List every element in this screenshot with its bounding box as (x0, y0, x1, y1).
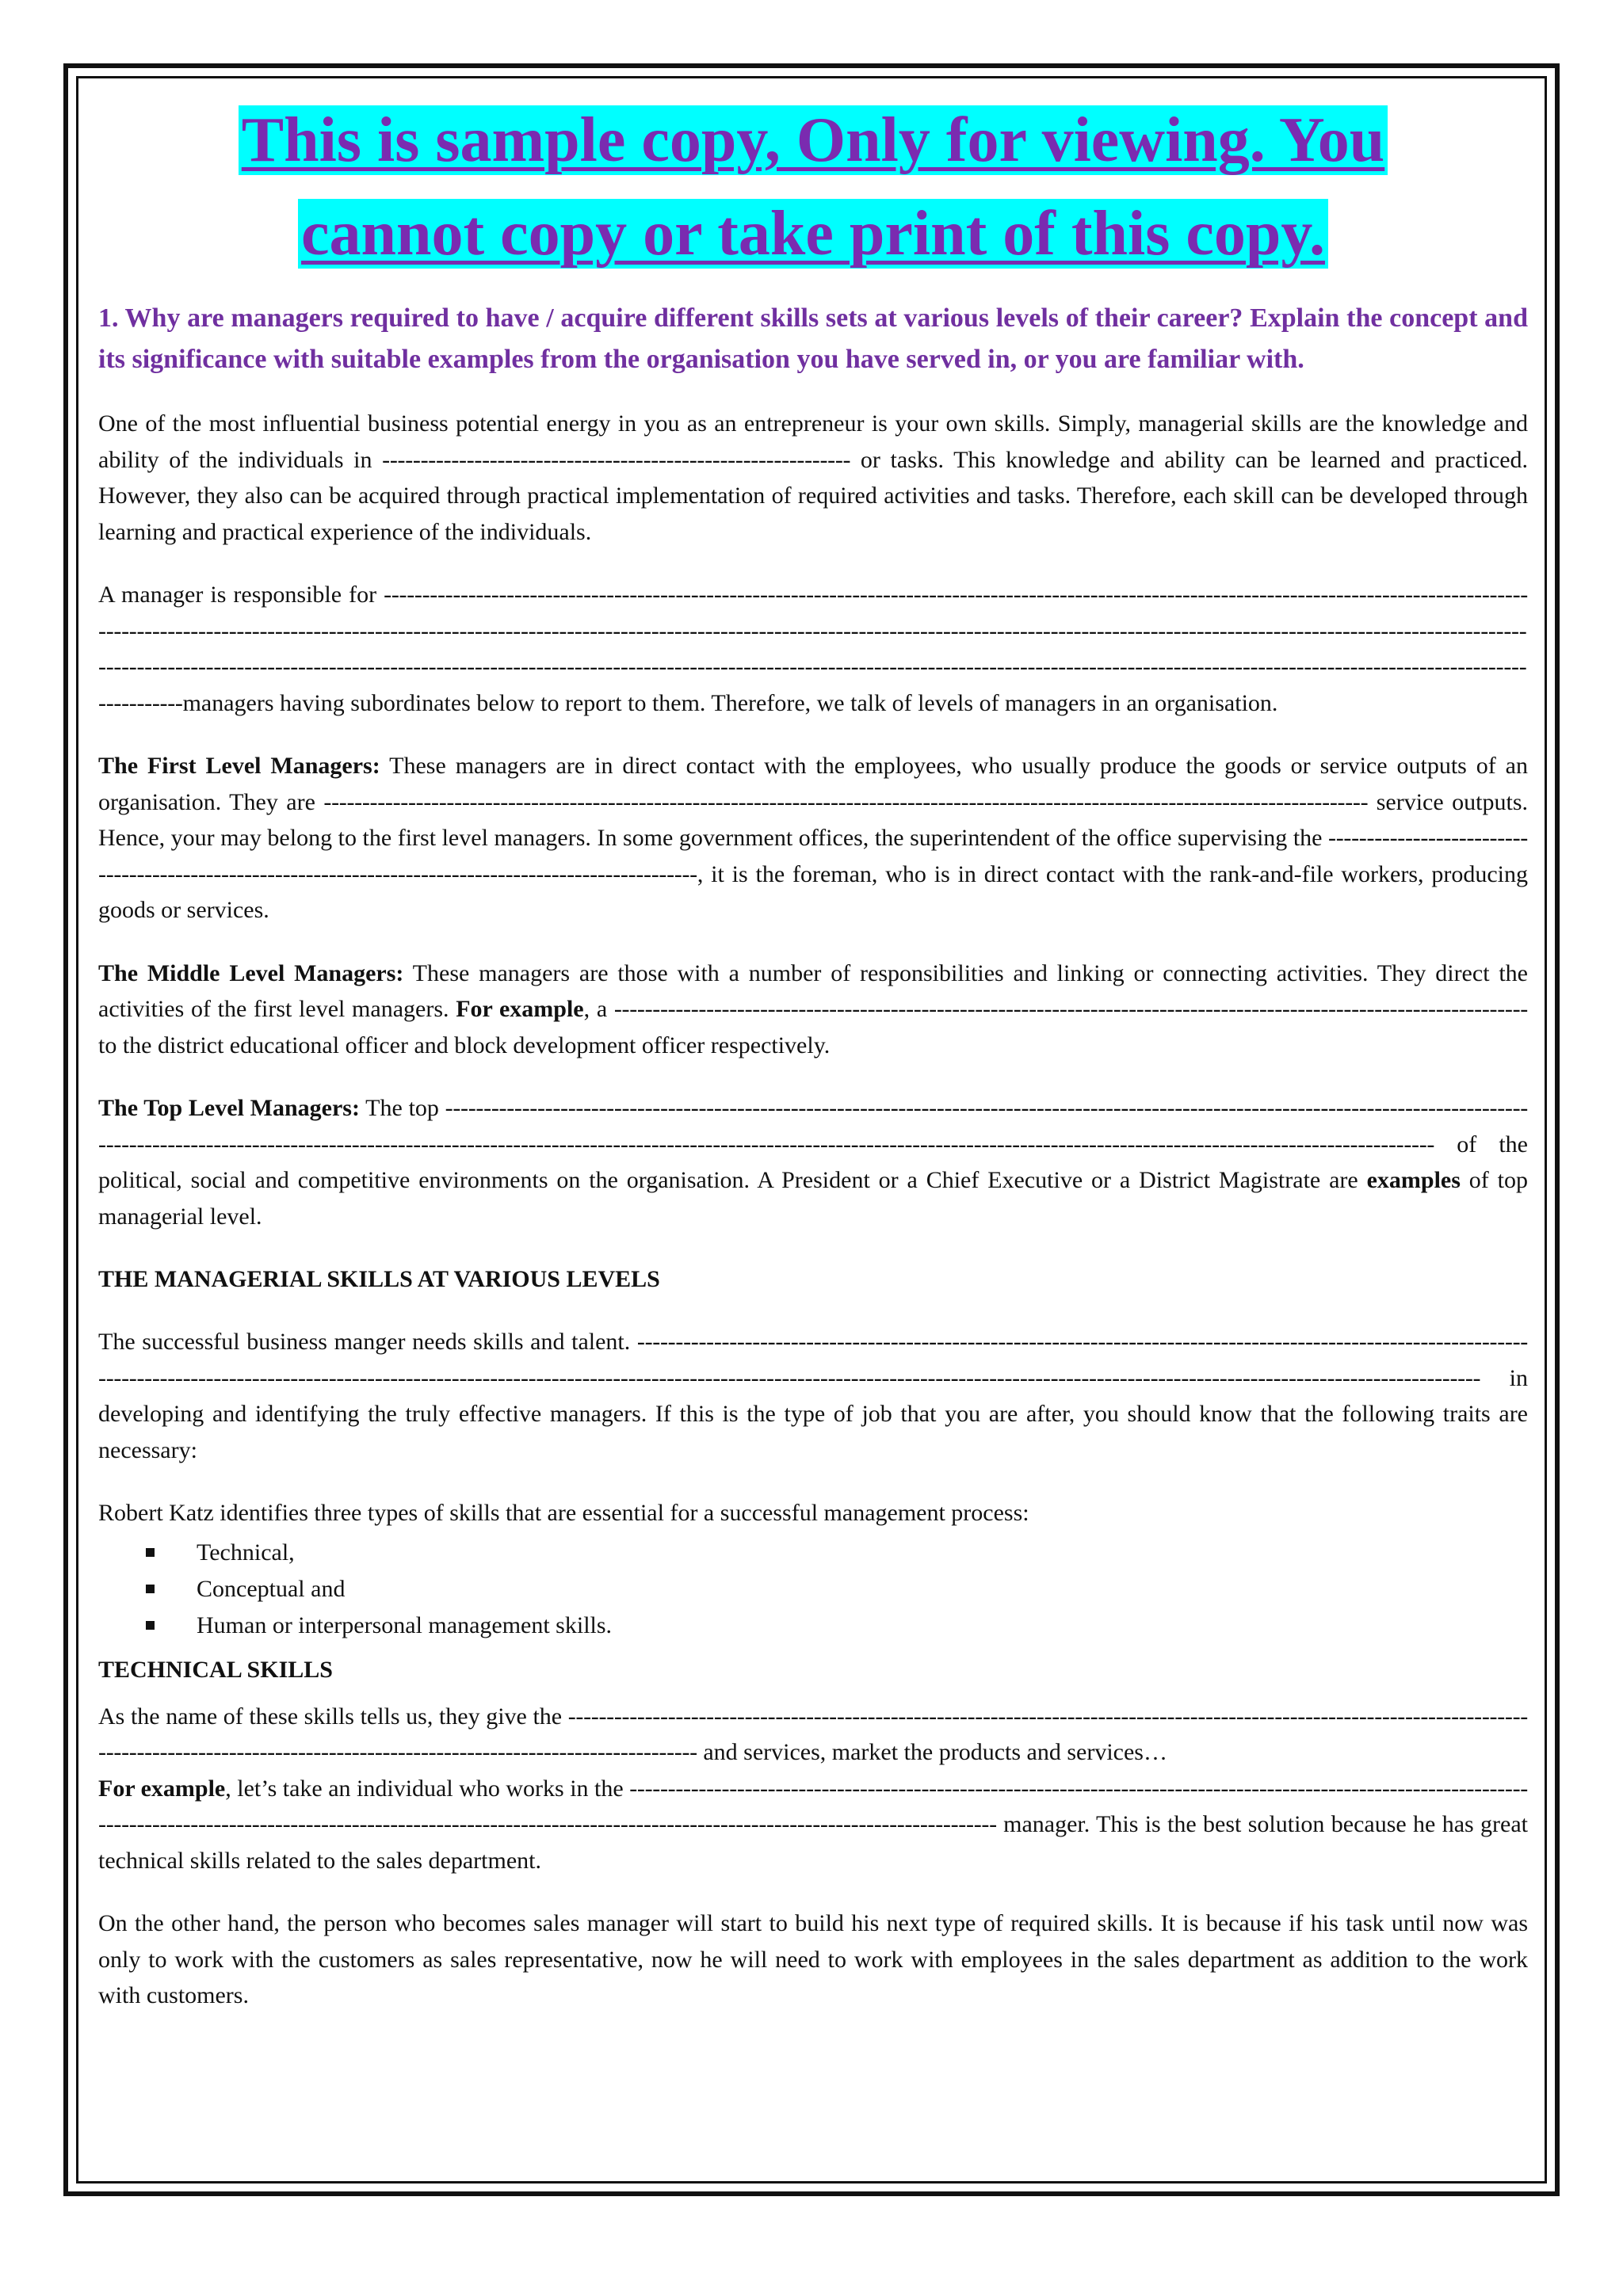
list-item: Technical, (146, 1535, 1528, 1571)
technical-paragraph: As the name of these skills tells us, they give the ----------------------------------------------------------------------------------------------------------------------------------------------------------------------------------------------------------- and services, market the products and services… (98, 1703, 1528, 1765)
successful-manager-paragraph: The successful business manger needs skills and talent. -------------------------------------------------------------------------------------------------------------------------------------------------------------------------------------------------------------------------------------------------------------------------------------------------------- in developing and identifying the truly effective managers. If this is the type of job that you are after, you should know that the following traits are necessary: (98, 1329, 1528, 1463)
first-level-label: The First Level Managers: (98, 753, 380, 779)
final-paragraph: On the other hand, the person who becomes sales manager will start to build his next type of required skills. It is because if his task until now was only to work with the customers as sales representative, now he will need to work with employees in the sales department as addition to the work with customers. (98, 1910, 1528, 2008)
banner-line-1: This is sample copy, Only for viewing. You (239, 105, 1388, 175)
example-paragraph: For example, let’s take an individual who works in the ------------------------------------------------------------------------------------------------------------------------------------------------------------------------------------------------------------------------------------------ manager. This is the best solution because he has great technical skills related to the sales department. (98, 1775, 1528, 1874)
banner-line-2: cannot copy or take print of this copy. (298, 199, 1328, 269)
sample-copy-banner (98, 93, 1528, 280)
intro-paragraph: One of the most influential business potential energy in you as an entrepreneur is your own skills. Simply, managerial skills are the knowledge and ability of the individuals in ------------------------------------------------------------- or tasks. This knowledge and ability can be learned and practiced. However, they also can be acquired through practical implementation of required activities and tasks. Therefore, each skill can be developed through learning and practical experience of the individuals. (98, 410, 1529, 545)
manager-paragraph: A manager is responsible for ----------------------------------------------------------------------------------------------------------------------------------------------------------------------------------------------------------------------------------------------------------------------------------------------------------------------------------------------------------------------------------------------------------------------------------------------------------------------------------------------------------------------------------------------------managers having subordinates below to report to them. Therefore, we talk of levels of managers in an organisation. (98, 582, 1528, 716)
technical-skills-heading: TECHNICAL SKILLS (98, 1656, 333, 1683)
katz-intro: Robert Katz identifies three types of skills that are essential for a successful management process: (98, 1500, 1029, 1526)
middle-level-label: The Middle Level Managers: (98, 959, 404, 986)
bullet-icon (146, 1585, 155, 1593)
document-body (98, 93, 1528, 2041)
skill-types-list (98, 1535, 1528, 1644)
top-level-label: The Top Level Managers: (98, 1095, 360, 1121)
middle-level-paragraph: The Middle Level Managers: These managers are those with a number of responsibilities and linking or connecting activities. They direct the activities of the first level managers. For example, a ----------------------------------------------------------------------------------------------------------------------- to the district educational officer and block development officer respectively. (98, 959, 1528, 1058)
bullet-icon (146, 1548, 155, 1557)
bullet-icon (146, 1621, 155, 1630)
top-level-paragraph: The Top Level Managers: The top --------------------------------------------------------------------------------------------------------------------------------------------------------------------------------------------------------------------------------------------------------------------------------------------------------------------------- of the political, social and competitive environments on the organisation. A President or a Chief Executive or a District Magistrate are examples of top managerial level. (98, 1095, 1528, 1230)
list-item: Human or interpersonal management skills. (146, 1608, 1528, 1644)
first-level-paragraph: The First Level Managers: These managers are in direct contact with the employees, who usually produce the goods or service outputs of an organisation. They are ---------------------------------------------------------------------------------------------------------------------------------------- service outputs. Hence, your may belong to the first level managers. In some government offices, the superintendent of the office supervising the --------------------------------------------------------------------------------------------------------, it is the foreman, who is in direct contact with the rank-and-file workers, producing goods or services. (98, 753, 1528, 923)
skills-section-heading: THE MANAGERIAL SKILLS AT VARIOUS LEVELS (98, 1266, 660, 1292)
list-item: Conceptual and (146, 1571, 1528, 1608)
question-heading: 1. Why are managers required to have / acquire different skills sets at various levels of their career? Explain the concept and its significance with suitable examples from the organisation you have served in, or you are familiar with. (98, 303, 1528, 374)
